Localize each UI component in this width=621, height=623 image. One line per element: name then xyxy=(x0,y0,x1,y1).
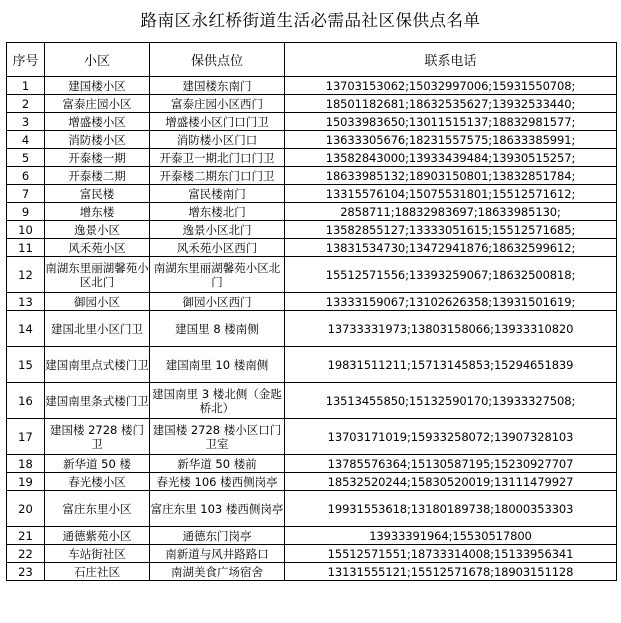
row-number: 7 xyxy=(7,185,45,203)
table-row xyxy=(7,383,617,419)
row-supply-point: 富庄东里 103 楼西侧岗亭 xyxy=(150,491,285,527)
table-header-row xyxy=(7,43,617,77)
row-number: 18 xyxy=(7,455,45,473)
row-phone: 18501182681;18632535627;13932533440; xyxy=(285,95,617,113)
row-supply-point: 逸景小区北门 xyxy=(150,221,285,239)
row-number: 15 xyxy=(7,347,45,383)
table-row xyxy=(7,293,617,311)
row-supply-point: 富泰庄园小区西门 xyxy=(150,95,285,113)
row-number: 23 xyxy=(7,563,45,581)
row-phone: 19831511211;15713145853;15294651839 xyxy=(285,347,617,383)
row-phone: 18532520244;15830520019;13111479927 xyxy=(285,473,617,491)
table-row xyxy=(7,185,617,203)
table-row xyxy=(7,491,617,527)
page-title: 路南区永红桥街道生活必需品社区保供点名单 xyxy=(140,11,481,30)
row-number: 2 xyxy=(7,95,45,113)
row-number: 11 xyxy=(7,239,45,257)
row-number: 12 xyxy=(7,257,45,293)
table-row xyxy=(7,239,617,257)
row-number: 1 xyxy=(7,77,45,95)
row-phone: 13582843000;13933439484;13930515257; xyxy=(285,149,617,167)
header-number: 序号 xyxy=(7,43,45,77)
row-community: 富泰庄园小区 xyxy=(45,95,150,113)
row-supply-point: 开泰卫一期北门口门卫 xyxy=(150,149,285,167)
row-supply-point: 建国楼东南门 xyxy=(150,77,285,95)
row-phone: 19931553618;13180189738;18000353303 xyxy=(285,491,617,527)
row-community: 建国北里小区门卫 xyxy=(45,311,150,347)
row-community: 车站街社区 xyxy=(45,545,150,563)
row-phone: 13333159067;13102626358;13931501619; xyxy=(285,293,617,311)
row-phone: 13131555121;15512571678;18903151128 xyxy=(285,563,617,581)
table-row xyxy=(7,149,617,167)
row-number: 17 xyxy=(7,419,45,455)
row-number: 19 xyxy=(7,473,45,491)
row-phone: 13933391964;15530517800 xyxy=(285,527,617,545)
row-community: 通德紫苑小区 xyxy=(45,527,150,545)
row-supply-point: 御园小区西门 xyxy=(150,293,285,311)
row-community: 建国楼小区 xyxy=(45,77,150,95)
row-supply-point: 建国南里 10 楼南侧 xyxy=(150,347,285,383)
row-phone: 18633985132;18903150801;13832851784; xyxy=(285,167,617,185)
row-phone: 13785576364;15130587195;15230927707 xyxy=(285,455,617,473)
header-supply-point: 保供点位 xyxy=(150,43,285,77)
row-community: 南湖东里丽湖馨苑小区北门 xyxy=(45,257,150,293)
table-row xyxy=(7,455,617,473)
row-supply-point: 南湖东里丽湖馨苑小区北门 xyxy=(150,257,285,293)
row-community: 富民楼 xyxy=(45,185,150,203)
row-supply-point: 南湖美食广场宿舍 xyxy=(150,563,285,581)
row-community: 开泰楼一期 xyxy=(45,149,150,167)
supply-points-table xyxy=(6,42,617,581)
row-number: 13 xyxy=(7,293,45,311)
table-row xyxy=(7,545,617,563)
row-number: 5 xyxy=(7,149,45,167)
row-number: 16 xyxy=(7,383,45,419)
row-community: 风禾苑小区 xyxy=(45,239,150,257)
table-row xyxy=(7,113,617,131)
row-community: 御园小区 xyxy=(45,293,150,311)
row-community: 消防楼小区 xyxy=(45,131,150,149)
row-supply-point: 建国楼 2728 楼小区口门卫室 xyxy=(150,419,285,455)
row-supply-point: 建国里 8 楼南侧 xyxy=(150,311,285,347)
row-community: 开泰楼二期 xyxy=(45,167,150,185)
row-supply-point: 富民楼南门 xyxy=(150,185,285,203)
table-row xyxy=(7,563,617,581)
row-phone: 13582855127;13333051615;15512571685; xyxy=(285,221,617,239)
table-row xyxy=(7,347,617,383)
row-number: 3 xyxy=(7,113,45,131)
row-community: 增盛楼小区 xyxy=(45,113,150,131)
row-phone: 13315576104;15075531801;15512571612; xyxy=(285,185,617,203)
row-supply-point: 增东楼北门 xyxy=(150,203,285,221)
row-number: 22 xyxy=(7,545,45,563)
row-supply-point: 通德东门岗亭 xyxy=(150,527,285,545)
row-supply-point: 消防楼小区门口 xyxy=(150,131,285,149)
row-community: 新华道 50 楼 xyxy=(45,455,150,473)
header-community: 小区 xyxy=(45,43,150,77)
row-number: 10 xyxy=(7,221,45,239)
row-community: 建国南里点式楼门卫 xyxy=(45,347,150,383)
table-row xyxy=(7,95,617,113)
row-phone: 13831534730;13472941876;18632599612; xyxy=(285,239,617,257)
row-number: 14 xyxy=(7,311,45,347)
table-row xyxy=(7,77,617,95)
row-phone: 13633305676;18231557575;18633385991; xyxy=(285,131,617,149)
table-body xyxy=(7,77,617,581)
table-row xyxy=(7,221,617,239)
table-row xyxy=(7,257,617,293)
row-supply-point: 建国南里 3 楼北侧（金匙桥北） xyxy=(150,383,285,419)
row-community: 增东楼 xyxy=(45,203,150,221)
row-community: 建国楼 2728 楼门卫 xyxy=(45,419,150,455)
row-phone: 15512571556;13393259067;18632500818; xyxy=(285,257,617,293)
row-number: 4 xyxy=(7,131,45,149)
row-phone: 13703171019;15933258072;13907328103 xyxy=(285,419,617,455)
table-row xyxy=(7,473,617,491)
row-phone: 15512571551;18733314008;15133956341 xyxy=(285,545,617,563)
row-community: 春光楼小区 xyxy=(45,473,150,491)
table-row xyxy=(7,203,617,221)
row-number: 21 xyxy=(7,527,45,545)
row-phone: 13733331973;13803158066;13933310820 xyxy=(285,311,617,347)
row-phone: 2858711;18832983697;18633985130; xyxy=(285,203,617,221)
row-phone: 13513455850;15132590170;13933327508; xyxy=(285,383,617,419)
table-row xyxy=(7,419,617,455)
row-community: 逸景小区 xyxy=(45,221,150,239)
row-supply-point: 风禾苑小区西门 xyxy=(150,239,285,257)
table-row xyxy=(7,311,617,347)
row-number: 20 xyxy=(7,491,45,527)
row-supply-point: 增盛楼小区门口门卫 xyxy=(150,113,285,131)
row-phone: 13703153062;15032997006;15931550708; xyxy=(285,77,617,95)
row-number: 9 xyxy=(7,203,45,221)
row-community: 建国南里条式楼门卫 xyxy=(45,383,150,419)
table-row xyxy=(7,131,617,149)
table-row xyxy=(7,167,617,185)
row-community: 富庄东里小区 xyxy=(45,491,150,527)
row-community: 石庄社区 xyxy=(45,563,150,581)
row-supply-point: 开泰楼二期东门口门卫 xyxy=(150,167,285,185)
row-number: 6 xyxy=(7,167,45,185)
row-supply-point: 春光楼 106 楼西侧岗亭 xyxy=(150,473,285,491)
header-phone: 联系电话 xyxy=(285,43,617,77)
row-supply-point: 南新道与风井路路口 xyxy=(150,545,285,563)
row-supply-point: 新华道 50 楼前 xyxy=(150,455,285,473)
table-row xyxy=(7,527,617,545)
row-phone: 15033983650;13011515137;18832981577; xyxy=(285,113,617,131)
